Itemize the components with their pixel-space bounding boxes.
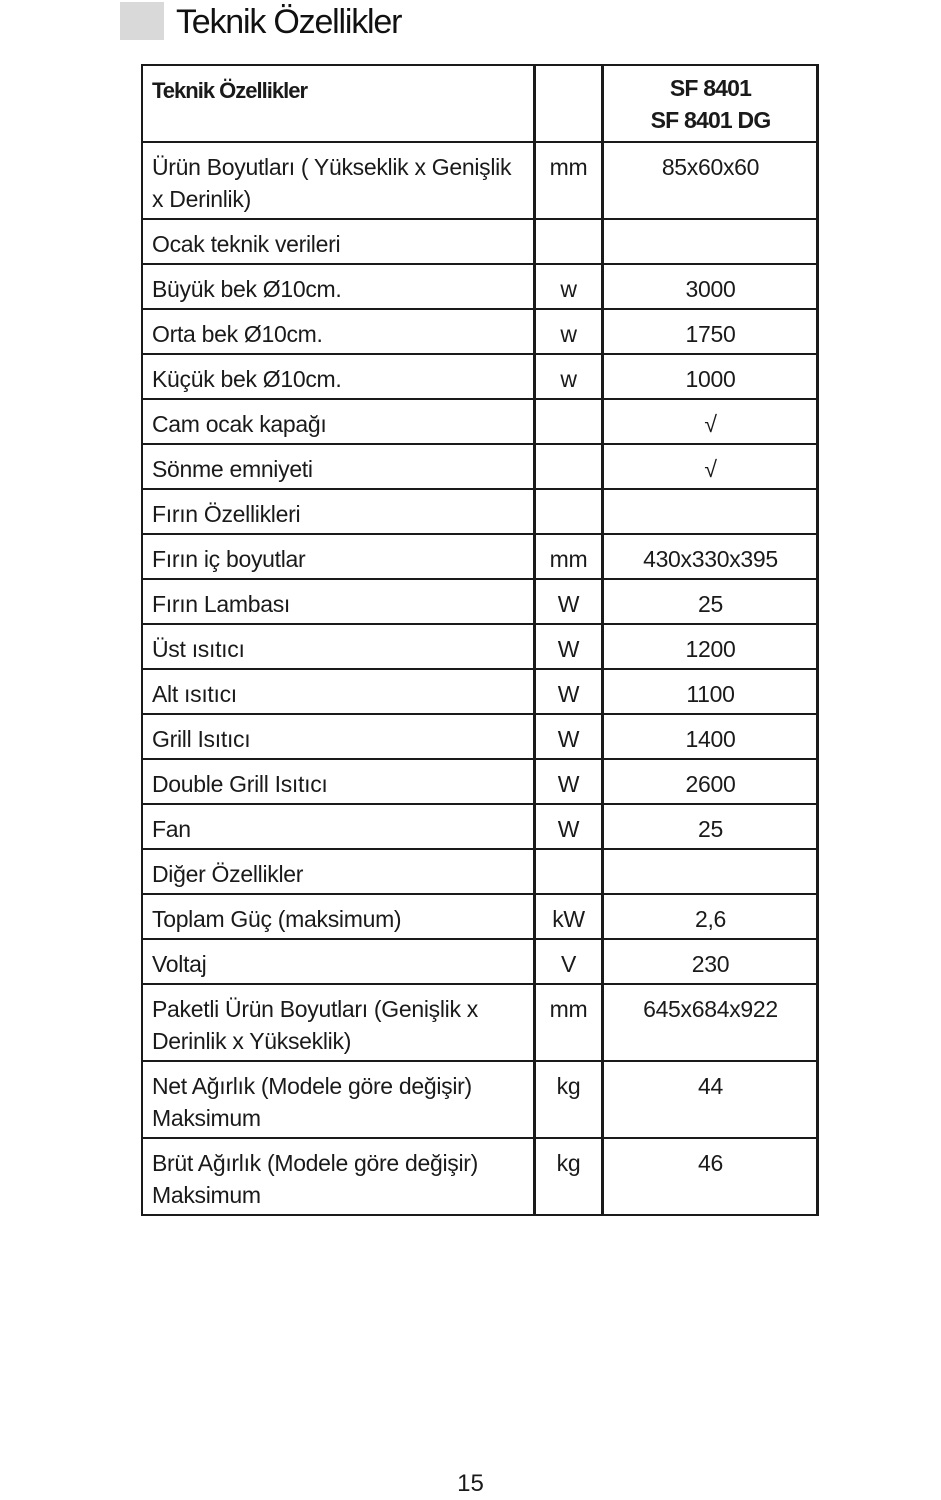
spec-unit: W (535, 579, 603, 624)
spec-unit (535, 219, 603, 264)
spec-label: Diğer Özellikler (142, 849, 535, 894)
table-row (142, 534, 818, 579)
spec-label: Net Ağırlık (Modele göre değişir) Maksimum (142, 1061, 535, 1138)
spec-label: Küçük bek Ø10cm. (142, 354, 535, 399)
spec-table (141, 64, 819, 1216)
spec-value: 430x330x395 (603, 534, 818, 579)
spec-label: Fırın Özellikleri (142, 489, 535, 534)
spec-unit: W (535, 624, 603, 669)
spec-unit: w (535, 354, 603, 399)
spec-value: 645x684x922 (603, 984, 818, 1061)
spec-value (603, 849, 818, 894)
spec-unit: mm (535, 984, 603, 1061)
spec-unit: kW (535, 894, 603, 939)
spec-label: Fırın iç boyutlar (142, 534, 535, 579)
table-row (142, 984, 818, 1061)
spec-unit (535, 849, 603, 894)
spec-unit (535, 444, 603, 489)
title-marker (120, 2, 164, 40)
table-row (142, 939, 818, 984)
spec-unit: w (535, 309, 603, 354)
table-row (142, 714, 818, 759)
spec-unit: W (535, 804, 603, 849)
table-row (142, 669, 818, 714)
table-row (142, 354, 818, 399)
table-row (142, 142, 818, 219)
spec-value: 1200 (603, 624, 818, 669)
table-row (142, 309, 818, 354)
spec-value (603, 219, 818, 264)
spec-value: 25 (603, 804, 818, 849)
spec-unit (535, 399, 603, 444)
table-row (142, 579, 818, 624)
spec-value: √ (603, 399, 818, 444)
spec-label: Brüt Ağırlık (Modele göre değişir) Maksimum (142, 1138, 535, 1215)
spec-label: Sönme emniyeti (142, 444, 535, 489)
spec-value: 44 (603, 1061, 818, 1138)
spec-unit: w (535, 264, 603, 309)
table-row (142, 1061, 818, 1138)
model-name: SF 8401 DG (650, 107, 771, 133)
spec-label: Grill Isıtıcı (142, 714, 535, 759)
spec-value: 85x60x60 (603, 142, 818, 219)
table-row (142, 624, 818, 669)
spec-label: Ürün Boyutları ( Yükseklik x Genişlik x Derinlik) (142, 142, 535, 219)
spec-value (603, 489, 818, 534)
page-title: Teknik Özellikler (176, 3, 402, 41)
table-row (142, 399, 818, 444)
table-row (142, 219, 818, 264)
header-label-cell (142, 65, 535, 142)
header-label: Teknik Özellikler (152, 78, 308, 103)
spec-unit: kg (535, 1138, 603, 1215)
spec-label: Cam ocak kapağı (142, 399, 535, 444)
spec-value: 2600 (603, 759, 818, 804)
spec-value: √ (603, 444, 818, 489)
spec-label: Paketli Ürün Boyutları (Genişlik x Derinlik x Yükseklik) (142, 984, 535, 1061)
page-number: 15 (457, 1470, 484, 1497)
spec-label: Fırın Lambası (142, 579, 535, 624)
spec-label: Alt ısıtıcı (142, 669, 535, 714)
spec-value: 3000 (603, 264, 818, 309)
spec-unit (535, 489, 603, 534)
table-row (142, 894, 818, 939)
spec-unit: W (535, 669, 603, 714)
spec-value: 230 (603, 939, 818, 984)
spec-value: 46 (603, 1138, 818, 1215)
table-header-row (142, 65, 818, 142)
spec-value: 25 (603, 579, 818, 624)
spec-unit: V (535, 939, 603, 984)
spec-unit: mm (535, 142, 603, 219)
spec-label: Voltaj (142, 939, 535, 984)
spec-label: Double Grill Isıtıcı (142, 759, 535, 804)
spec-label: Büyük bek Ø10cm. (142, 264, 535, 309)
spec-label: Ocak teknik verileri (142, 219, 535, 264)
table-row (142, 1138, 818, 1215)
spec-label: Orta bek Ø10cm. (142, 309, 535, 354)
header-unit-cell (535, 65, 603, 142)
spec-unit: kg (535, 1061, 603, 1138)
spec-label: Fan (142, 804, 535, 849)
spec-label: Toplam Güç (maksimum) (142, 894, 535, 939)
spec-value: 2,6 (603, 894, 818, 939)
table-row (142, 804, 818, 849)
table-row (142, 489, 818, 534)
spec-value: 1100 (603, 669, 818, 714)
spec-unit: W (535, 759, 603, 804)
spec-label: Üst ısıtıcı (142, 624, 535, 669)
spec-unit: mm (535, 534, 603, 579)
table-row (142, 849, 818, 894)
spec-value: 1750 (603, 309, 818, 354)
model-name: SF 8401 (669, 75, 752, 101)
table-row (142, 444, 818, 489)
header-model-cell (603, 65, 818, 142)
table-row (142, 759, 818, 804)
spec-unit: W (535, 714, 603, 759)
spec-value: 1000 (603, 354, 818, 399)
spec-value: 1400 (603, 714, 818, 759)
table-row (142, 264, 818, 309)
